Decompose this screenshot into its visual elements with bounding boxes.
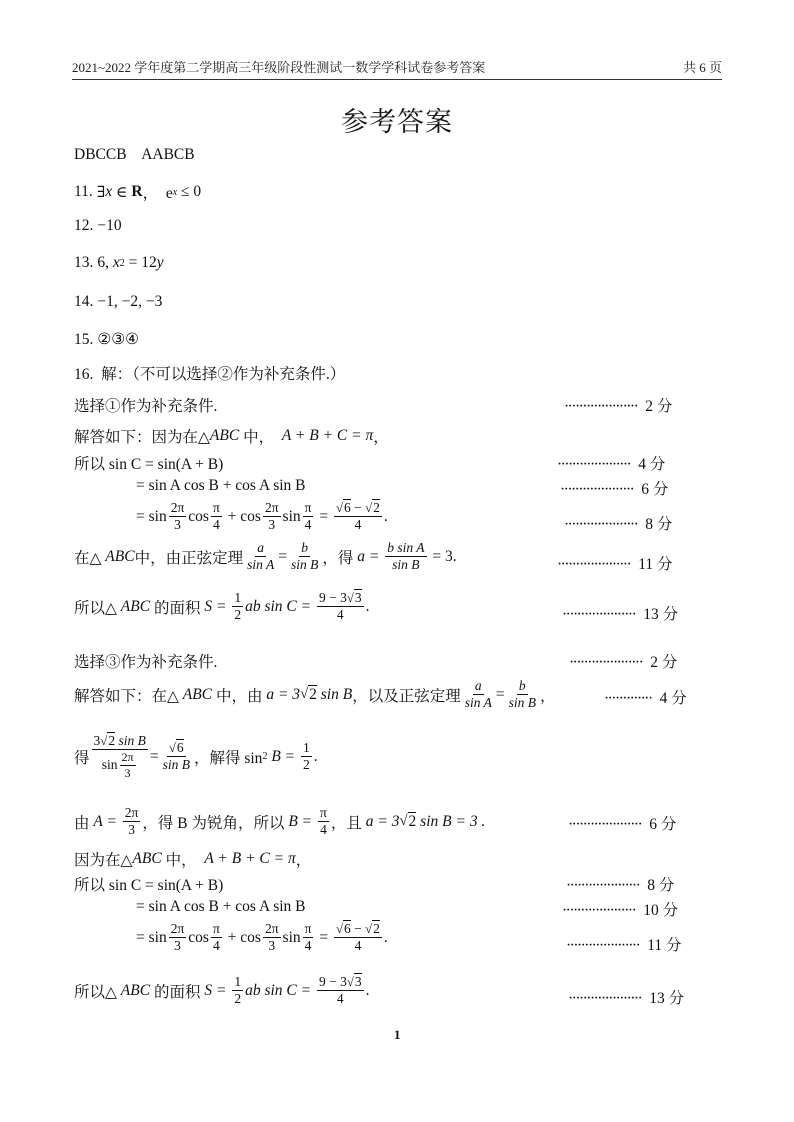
part2-area [74, 974, 370, 1008]
equation: = sin A cos B + cos A sin B [136, 898, 306, 915]
numerator: 9 − 3√3 [317, 590, 364, 607]
answer-13 [74, 254, 164, 272]
answer-16-intro [74, 362, 345, 384]
text: cos [188, 507, 209, 525]
part2-angle: 由 A = $\frac{2\pi}{3}$ ，得 B 为锐角，所以 B = $\frac{\pi}{4}$ ，且 a = 3 √ 2 sin B = 3 . [74, 805, 486, 838]
score-value: 13 分 [649, 990, 685, 1007]
fraction [463, 678, 494, 711]
radicand: 6 [344, 921, 351, 936]
score-mark: ···················· 4 分 [557, 456, 666, 473]
denominator: 3 [124, 765, 131, 780]
denominator: 4 [336, 607, 344, 623]
score-value: 11 分 [638, 556, 673, 573]
numerator: 1 [232, 590, 243, 607]
part2-line-so [74, 873, 223, 895]
part2-because [74, 848, 311, 870]
score-value: 13 分 [643, 606, 679, 623]
fraction [318, 805, 329, 838]
text: 的面积 [150, 599, 205, 617]
score-mark: ···················· 8 分 [566, 877, 675, 894]
triangle-name: ABC [105, 547, 135, 565]
radicand: 6 [176, 739, 184, 755]
text: B = [288, 812, 317, 830]
exists-symbol: ∃ [96, 183, 106, 201]
denominator: 2 [234, 991, 242, 1007]
text: 9 − 3 [318, 590, 347, 605]
part1-area [74, 590, 370, 624]
text: . [313, 747, 318, 765]
radicand: 2 [309, 686, 317, 704]
text: 在△ [74, 549, 106, 567]
text: 中，由正弦定理 [134, 549, 244, 567]
denominator: 4 [354, 938, 362, 954]
text: 的面积 [150, 983, 205, 1001]
numerator: a [473, 678, 484, 695]
fraction [317, 590, 364, 624]
choice-answers-text: DBCCB AABCB [74, 146, 195, 163]
text: 中， [161, 852, 205, 869]
equation: 所以 sin C = sin(A + B) [74, 877, 224, 894]
text: . [365, 597, 370, 615]
score-value: 2 分 [650, 654, 678, 671]
answer-part: 6, [97, 254, 113, 271]
score-value: 6 分 [649, 816, 677, 833]
radicand: 3 [354, 974, 362, 989]
part1-solve-intro [74, 425, 389, 447]
angle-sum: A + B + C = π [204, 850, 296, 867]
answer-15 [74, 330, 139, 349]
text: ， [373, 429, 389, 446]
fraction [92, 733, 148, 780]
text: sin [282, 507, 301, 525]
text: . [383, 928, 388, 946]
fraction [211, 921, 222, 954]
numerator: 2π [121, 750, 134, 765]
variable-x: x [112, 254, 120, 271]
answer-value: −1, −2, −3 [97, 293, 163, 310]
fraction [161, 740, 192, 774]
numerator: 2π [169, 921, 187, 938]
denominator: 2 [234, 607, 242, 623]
text: 由 [74, 814, 94, 832]
denominator: sin B [508, 695, 536, 711]
denominator: 4 [354, 517, 362, 533]
numerator: π [318, 805, 329, 822]
question-number: 12. [74, 217, 94, 234]
fraction [169, 500, 187, 533]
intro-text: 16. 解：（不可以选择②作为补充条件.） [74, 366, 346, 383]
fraction [263, 500, 281, 533]
fraction [245, 540, 276, 573]
question-number: 11. [74, 183, 93, 200]
text: 中，由 [212, 687, 267, 705]
text: sin B [316, 685, 353, 703]
part1-law-of-sines: 在△ ABC 中，由正弦定理 $\frac{a}{\text{sin A}}$ = $\frac{b}{\text{sin B}}$ ，得 a = $\frac{\text{b sin A}}{\text{sin B}}$ = 3. [74, 540, 457, 573]
text: B = [267, 747, 299, 765]
question-number: 15. [74, 330, 94, 348]
exponent: 2 [262, 751, 268, 763]
question-number: 14. [74, 293, 94, 310]
denominator: 3 [174, 938, 181, 954]
part2-derive: 得 3√2 sin B sin $\frac{2\pi}{3}$ = $\frac{√6}{\text{sin B}}$ ，解得 sin 2 B = $\frac{1}{2}$ . [74, 733, 318, 780]
triangle-name: ABC [132, 850, 162, 867]
text: ，得 [322, 549, 358, 567]
answer-14 [74, 293, 162, 311]
text: + cos [223, 928, 261, 946]
numerator: √6 − √2 [334, 500, 382, 517]
text: − [350, 921, 366, 936]
text: S = [204, 597, 231, 615]
denominator: 4 [213, 517, 220, 533]
text: 解答如下：在△ [74, 687, 183, 705]
denominator: 4 [304, 938, 312, 954]
fraction [334, 921, 382, 955]
choice-answers [74, 146, 195, 164]
score-value: 11 分 [647, 937, 682, 954]
score-mark: ···················· 6 分 [560, 481, 669, 498]
radicand: 2 [108, 733, 116, 748]
variable-y: y [156, 254, 164, 271]
score-value: 4 分 [638, 456, 666, 473]
score-mark: ···················· 13 分 [568, 990, 685, 1007]
score-value: 6 分 [641, 481, 669, 498]
fraction [263, 921, 281, 954]
fraction [232, 974, 243, 1007]
part2-solve-intro: 解答如下：在△ ABC 中，由 a = 3 √ 2 sin B ，以及正弦定理 $\frac{a}{\text{sin A}}$ = $\frac{b}{\text{sin B}}$ ， [74, 678, 556, 711]
numerator: b [299, 540, 310, 557]
text: sin B = 3 . [416, 812, 486, 830]
triangle-name: ABC [120, 981, 151, 999]
text: ab sin C = [245, 981, 315, 999]
text: + cos [223, 507, 261, 525]
question-number: 13. [74, 254, 94, 271]
denominator: sin A [247, 557, 275, 573]
score-mark: ···················· 11 分 [566, 937, 682, 954]
angle-sum: A + B + C = π [281, 427, 374, 444]
fraction [303, 500, 314, 533]
choose-text: 选择③作为补充条件. [74, 654, 218, 671]
answer-value: −10 [97, 217, 122, 234]
fraction [334, 500, 382, 534]
numerator: √6 [167, 740, 186, 757]
text: ， [295, 852, 312, 869]
score-mark: ···················· 2 分 [564, 398, 673, 415]
fraction [303, 921, 314, 954]
text: cos [188, 928, 209, 946]
numerator: 3√2 sin B [92, 733, 148, 750]
fraction [301, 740, 312, 773]
variable-x: x [105, 183, 113, 200]
numerator: 2π [123, 805, 141, 822]
text: 中， [239, 429, 282, 446]
score-value: 8 分 [647, 877, 675, 894]
text: a = 3 [365, 812, 400, 830]
numerator: π [211, 500, 222, 517]
text: 9 − 3 [318, 974, 347, 989]
denominator: 3 [268, 517, 276, 533]
page-number: 1 [394, 1027, 401, 1042]
score-value: 8 分 [645, 516, 673, 533]
numerator: π [303, 921, 314, 938]
text: 3 [93, 733, 101, 748]
radicand: 6 [344, 500, 351, 515]
equation: 所以 sin C = sin(A + B) [74, 456, 224, 473]
part2-line-expand [136, 898, 306, 916]
denominator: 3 [128, 822, 135, 838]
numerator: 9 − 3√3 [317, 974, 364, 991]
denominator [100, 750, 140, 780]
numerator: a [255, 540, 266, 557]
header-title: 2021~2022 学年度第二学期高三年级阶段性测试一数学学科试卷参考答案 [72, 60, 486, 75]
denominator: 4 [320, 822, 327, 838]
exponent: x [172, 186, 178, 198]
denominator: 3 [268, 938, 276, 954]
text: . [383, 507, 388, 525]
text: = sin [136, 507, 167, 525]
answer-11 [74, 181, 201, 203]
text: 解答如下：因为在△ [74, 429, 210, 446]
text: ，得 B 为锐角，所以 [142, 814, 289, 832]
answer-12 [74, 217, 122, 235]
text: sin B [115, 733, 146, 748]
numerator: π [211, 921, 222, 938]
fraction [385, 540, 426, 573]
part2-line-numeric [136, 921, 388, 955]
text: ，且 [330, 814, 366, 832]
fraction [289, 540, 320, 573]
numerator: 2π [263, 921, 281, 938]
text: = sin [136, 928, 167, 946]
denominator: sin B [162, 757, 190, 773]
denominator: 4 [336, 991, 344, 1007]
text: a = 3 [266, 685, 301, 703]
text: 所以△ [74, 599, 121, 617]
fraction [120, 750, 136, 780]
denominator: sin A [464, 695, 492, 711]
numerator: b [517, 678, 528, 695]
denominator: sin B [290, 557, 319, 573]
denominator: 2 [303, 757, 310, 773]
numerator: √6 − √2 [334, 921, 382, 938]
in-symbol: ∈ [112, 183, 132, 201]
part2-choose [74, 650, 217, 672]
text: 得 [74, 749, 90, 767]
part1-line-expand [136, 477, 306, 495]
radicand: 2 [408, 813, 417, 831]
part1-line-numeric [136, 500, 388, 534]
numerator: b sin A [385, 540, 426, 557]
numerator: 2π [263, 500, 281, 517]
real-set: R [131, 183, 143, 200]
radicand: 2 [373, 500, 380, 515]
triangle-name: ABC [209, 427, 240, 444]
le-zero: ≤ 0 [177, 183, 202, 200]
radicand: 2 [373, 921, 380, 936]
score-mark: ···················· 10 分 [562, 902, 679, 919]
triangle-name: ABC [182, 685, 213, 703]
fraction [507, 678, 538, 711]
score-value: 4 分 [659, 690, 687, 707]
text: A = [93, 812, 121, 830]
numerator: π [303, 500, 314, 517]
text: sin [101, 757, 118, 773]
text: = [315, 928, 332, 946]
text: sin [282, 928, 301, 946]
fraction [232, 590, 243, 623]
score-mark: ···················· 13 分 [562, 606, 679, 623]
score-value: 2 分 [645, 398, 673, 415]
answer-value: ②③④ [97, 331, 140, 348]
choose-text: 选择①作为补充条件. [74, 398, 218, 415]
fraction [169, 921, 187, 954]
answer-part: = 12 [124, 254, 157, 271]
radicand: 3 [354, 590, 362, 605]
text: ab sin C = [245, 597, 315, 615]
part1-choose [74, 394, 217, 416]
text: 因为在△ [74, 852, 133, 869]
header-page-count: 共 6 页 [682, 60, 722, 75]
numerator: 1 [232, 974, 243, 991]
text: = 3. [428, 547, 457, 565]
denominator: sin B [392, 557, 420, 573]
score-mark: ···················· 2 分 [569, 654, 678, 671]
triangle-name: ABC [120, 597, 151, 615]
score-mark: ···················· 8 分 [564, 516, 673, 533]
fraction [317, 974, 364, 1008]
numerator: 1 [301, 740, 312, 757]
numerator: 2π [169, 500, 187, 517]
text: = [315, 507, 332, 525]
text: a = [357, 547, 384, 565]
score-value: 10 分 [643, 902, 679, 919]
denominator: 4 [213, 938, 220, 954]
score-mark: ············· 4 分 [604, 690, 687, 707]
text: S = [204, 981, 231, 999]
denominator: 3 [174, 517, 181, 533]
text: ，以及正弦定理 [352, 687, 461, 705]
denominator: 4 [304, 517, 312, 533]
fraction [211, 500, 222, 533]
text: 所以△ [74, 983, 121, 1001]
page-title: 参考答案 [341, 107, 453, 137]
exponent: 2 [119, 257, 125, 269]
separator-e: ， e [142, 185, 173, 202]
page-header [72, 57, 722, 80]
text: ，解得 sin [193, 749, 263, 767]
part1-line-so [74, 452, 223, 474]
equation: = sin A cos B + cos A sin B [136, 477, 306, 494]
score-mark: ···················· 6 分 [568, 816, 677, 833]
text: − [350, 500, 366, 515]
fraction [123, 805, 141, 838]
text: . [365, 981, 370, 999]
score-mark: ···················· 11 分 [557, 556, 673, 573]
